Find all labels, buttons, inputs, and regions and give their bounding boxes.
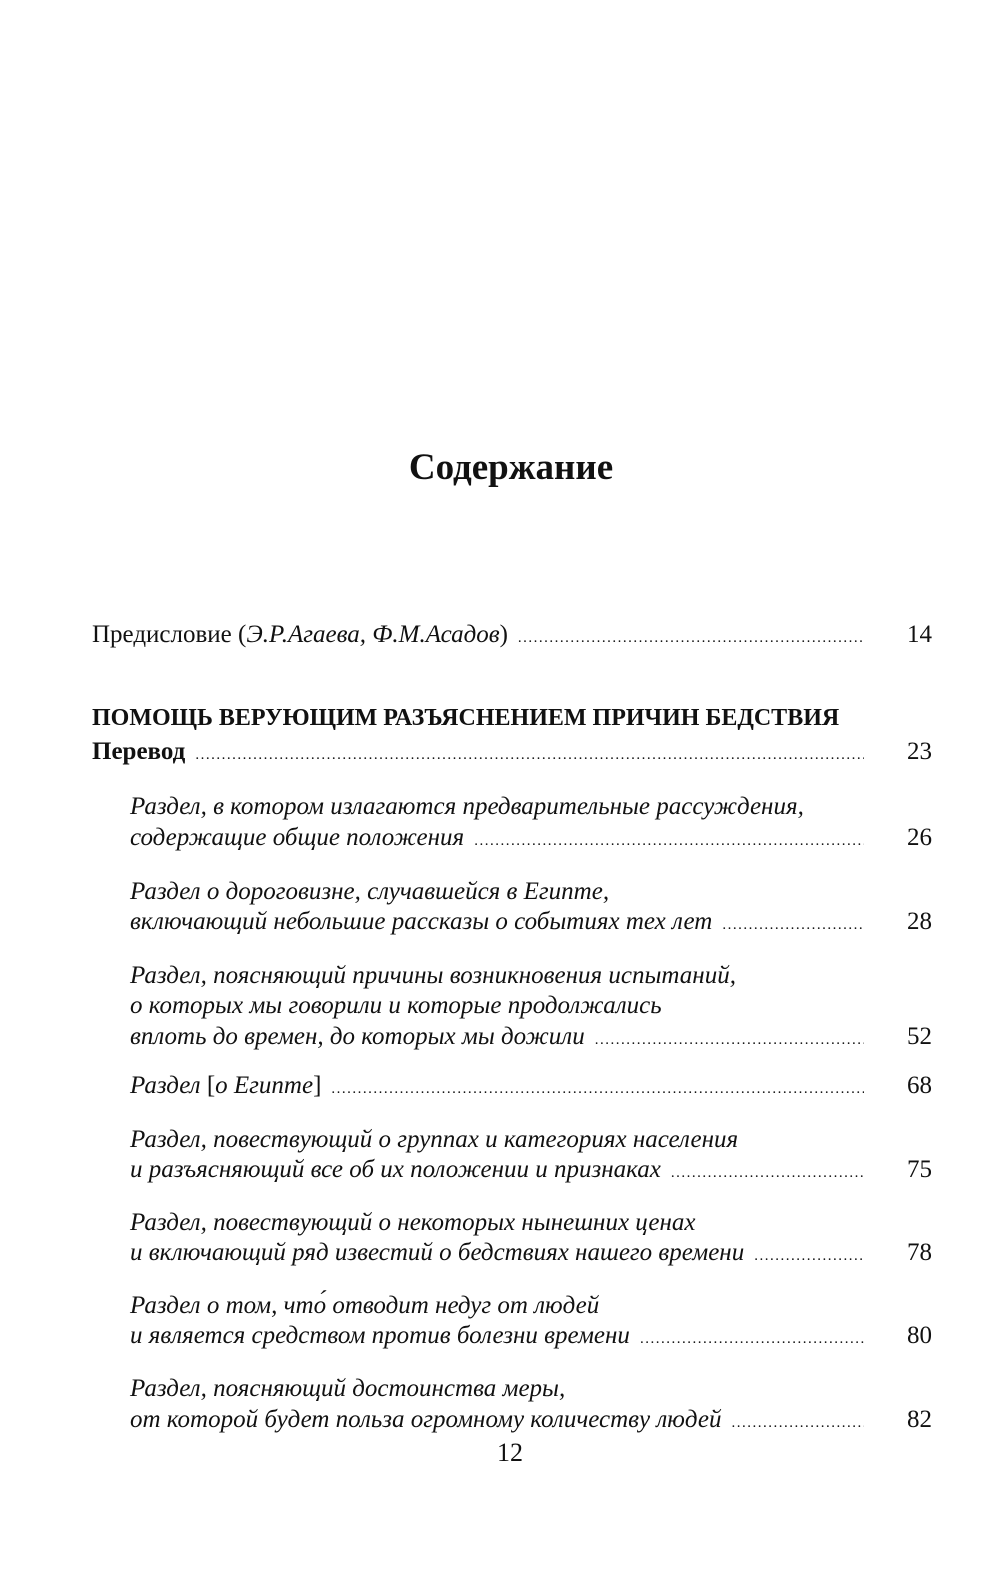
section-line: от которой будет польза огромному количеству людей ..... xyxy=(130,1400,878,1440)
page-title: Содержание xyxy=(408,447,614,488)
page-footer-number: 12 xyxy=(497,1438,523,1467)
page-number: 78 xyxy=(907,1239,932,1266)
section-line: и разъясняющий все об их положении и признаках ..... xyxy=(130,1150,878,1190)
section-line: Раздел, повествующий о некоторых нынешних ценах xyxy=(130,1209,696,1236)
section-line: включающий небольшие рассказы о событиях тех лет ..... xyxy=(130,902,878,942)
leader-dots xyxy=(474,821,864,861)
page-number: 75 xyxy=(907,1156,932,1183)
section-line: Раздел, поясняющий причины возникновения испытаний, xyxy=(130,962,736,989)
leader-dots xyxy=(640,1319,864,1359)
toc-entry-translation: Перевод ..... xyxy=(92,732,878,772)
leader-dots xyxy=(195,735,864,775)
page-number: 28 xyxy=(907,908,932,935)
page-number: 26 xyxy=(907,824,932,851)
section-line: и является средством против болезни времени ..... xyxy=(130,1316,878,1356)
page-number: 14 xyxy=(907,621,932,648)
section-line: о которых мы говорили и которые продолжались xyxy=(130,992,662,1019)
section-line: Раздел, повествующий о группах и категориях населения xyxy=(130,1126,739,1153)
page-number: 52 xyxy=(907,1023,932,1050)
preface-label: Предисловие (Э.Р.Агаева, Ф.М.Асадов) xyxy=(92,621,508,648)
leader-dots xyxy=(722,905,864,945)
toc-entry-preface xyxy=(92,615,878,655)
section-line: Раздел [о Египте] ..... xyxy=(130,1066,878,1106)
page-number: 23 xyxy=(907,738,932,765)
leader-dots xyxy=(518,618,864,658)
leader-dots xyxy=(671,1153,864,1193)
leader-dots xyxy=(595,1020,864,1060)
section-line: вплоть до времен, до которых мы дожили ..... xyxy=(130,1017,878,1057)
section-line: Раздел о дороговизне, случавшейся в Египте, xyxy=(130,878,610,905)
section-line: и включающий ряд известий о бедствиях нашего времени ..... xyxy=(130,1233,878,1273)
section-line: Раздел, поясняющий достоинства меры, xyxy=(130,1375,566,1402)
part-heading: ПОМОЩЬ ВЕРУЮЩИМ РАЗЪЯСНЕНИЕМ ПРИЧИН БЕДСТВИЯ xyxy=(92,705,840,731)
page-number: 80 xyxy=(907,1322,932,1349)
section-line: Раздел, в котором излагаются предварительные рассуждения, xyxy=(130,793,804,820)
section-line: Раздел о том, что́ отводит недуг от людей xyxy=(130,1292,600,1319)
page-number: 82 xyxy=(907,1406,932,1433)
leader-dots xyxy=(754,1236,864,1276)
leader-dots xyxy=(731,1403,864,1443)
page-number: 68 xyxy=(907,1072,932,1099)
leader-dots xyxy=(331,1069,864,1109)
section-line: содержащие общие положения ..... xyxy=(130,818,878,858)
